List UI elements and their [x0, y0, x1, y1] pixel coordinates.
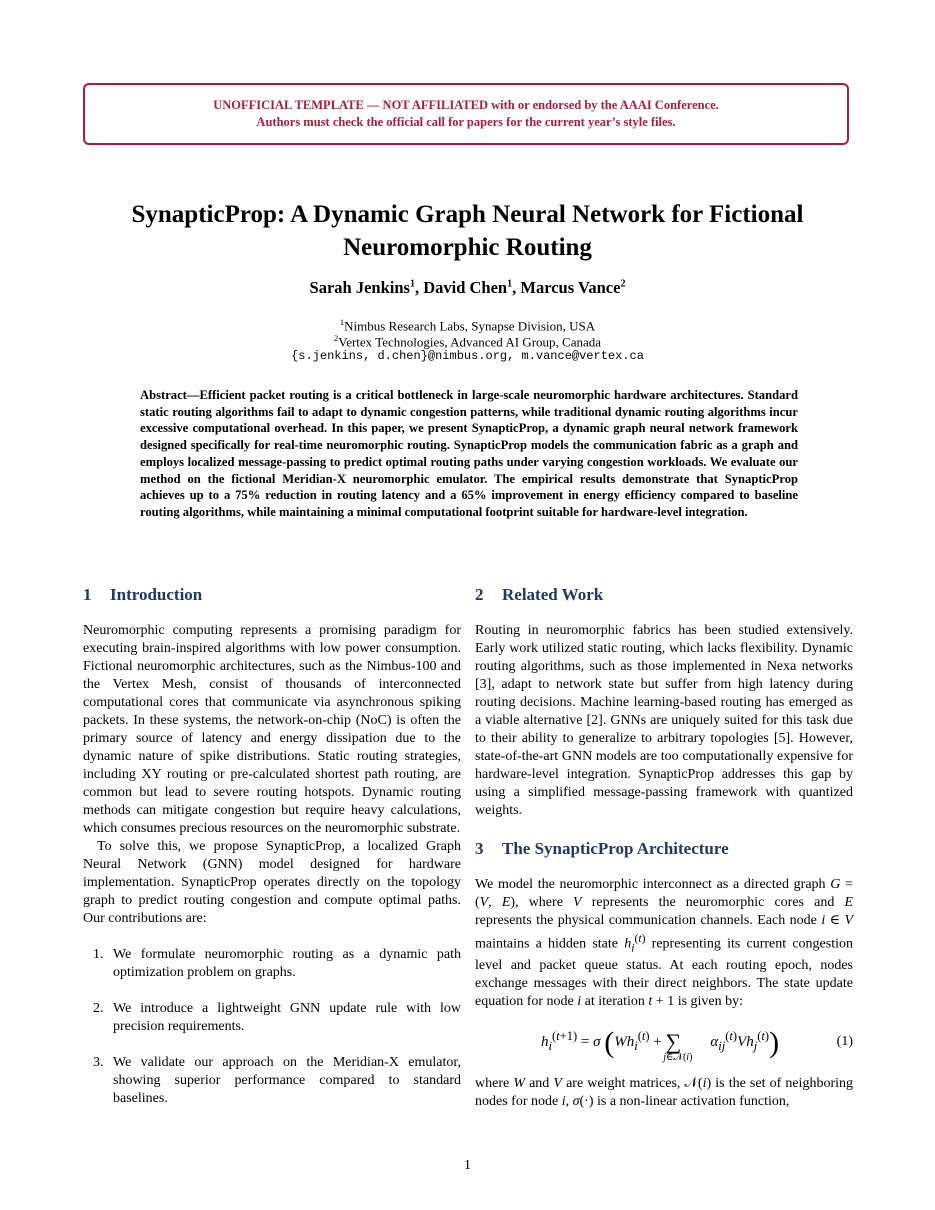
notice-line-2: Authors must check the official call for papers for the current year’s style files.	[256, 115, 676, 129]
equation-number: (1)	[836, 1034, 853, 1050]
affiliation-text: Nimbus Research Labs, Synapse Division, USA	[344, 318, 596, 334]
title-line-2: Neuromorphic Routing	[343, 234, 592, 261]
section-heading-related-work	[475, 586, 853, 604]
section-number: 3	[475, 839, 484, 858]
author-emails	[80, 347, 855, 364]
list-item	[83, 946, 461, 982]
unofficial-template-notice	[83, 83, 849, 145]
architecture-paragraph-1: We model the neuromorphic interconnect as a directed graph G = (V, E), where V represents the neuromorphic cores and E represents the physical communication channels. Each node i ∈ V maintains a hidden state $h_i^{(t)}$ representing its current congestion level and packet queue status. At each routing epoch, nodes exchange messages with their direct neighbors. The state update equation for node i at iteration t + 1 is given by:	[475, 877, 854, 1010]
list-number: 2.	[93, 1001, 104, 1016]
email-list: {s.jenkins, d.chen}@nimbus.org, m.vance@vertex.ca	[291, 349, 644, 363]
author-affiliation-mark: 1	[507, 278, 513, 290]
paper-title	[80, 198, 855, 264]
list-item	[83, 1000, 461, 1036]
title-line-1: SynapticProp: A Dynamic Graph Neural Network for Fictional	[131, 201, 804, 228]
affiliation-number: 2	[334, 333, 339, 343]
affiliation-text: Vertex Technologies, Advanced AI Group, Canada	[338, 334, 601, 350]
section-heading-introduction	[83, 586, 461, 604]
author-name: David Chen	[423, 278, 508, 297]
affiliation-number: 1	[339, 317, 345, 327]
author-affiliation-mark: 2	[620, 278, 626, 290]
section-title: The SynapticProp Architecture	[502, 839, 729, 858]
author-list: Sarah Jenkins$^1$, David Chen$^1$, Marcus Vance$^2$	[309, 278, 626, 297]
list-text: We validate our approach on the Meridian-X emulator, showing superior performance compared to standard baselines.	[113, 1055, 461, 1106]
list-number: 3.	[93, 1055, 104, 1070]
author-affiliation-mark: 1	[409, 278, 415, 290]
right-column	[475, 586, 853, 1111]
contributions-list	[83, 946, 461, 1108]
abstract: Abstract—Efficient packet routing is a critical bottleneck in large-scale neuromorphic hardware architectures. Standard static routing algorithms fail to adapt to dynamic congestion patterns, while traditional dynamic routing algorithms incur excessive computational overhead. In this paper, we present SynapticProp, a dynamic graph neural network framework designed specifically for real-time neuromorphic routing. SynapticProp models the communication fabric as a graph and employs localized message-passing to predict optimal routing paths under varying congestion workloads. We evaluate our method on the fictional Meridian-X neuromorphic emulator. The empirical results demonstrate that SynapticProp achieves up to a 75% reduction in routing latency and a 65% improvement in energy efficiency compared to baseline routing algorithms, while maintaining a minimal computational footprint suitable for hardware-level integration.	[140, 388, 798, 519]
list-item	[83, 1054, 461, 1108]
list-number: 1.	[93, 947, 104, 962]
equation-body: $h_i^{(t+1)} = \sigma$ $(Wh_i^{(t)} + \sum_{j\in 𝒩(i)}\alpha_{ij}^{(t)}Vh_j^{(t)})$	[541, 1026, 780, 1064]
section-heading-architecture	[475, 840, 853, 858]
related-work-paragraph: Routing in neuromorphic fabrics has been studied extensively. Early work utilized static routing, which lacks flexibility. Dynamic routing algorithms, such as those implemented in Nexa networks [3], adapt to network state but suffer from high latency during routing decisions. Machine learning-based routing has emerged as a viable alternative [2]. GNNs are uniquely suited for this task due to their ability to generalize to arbitrary topologies [5]. However, state-of-the-art GNN models are too computationally expensive for hardware-level integration. SynapticProp addresses this gap by using a simplified message-passing framework with quantized weights.	[475, 623, 853, 818]
list-text: We introduce a lightweight GNN update rule with low precision requirements.	[113, 1001, 461, 1034]
author-name: Marcus Vance	[520, 278, 621, 297]
left-column	[83, 586, 461, 1108]
section-number: 1	[83, 585, 92, 604]
notice-line-1: UNOFFICIAL TEMPLATE — NOT AFFILIATED with or endorsed by the AAAI Conference.	[213, 98, 719, 112]
page-number: 1	[464, 1158, 471, 1173]
author-name: Sarah Jenkins	[309, 278, 410, 297]
section-number: 2	[475, 585, 484, 604]
architecture-paragraph-2: where W and V are weight matrices, 𝒩(i) is the set of neighboring nodes for node i, σ(·) is a non-linear activation function,	[475, 1076, 853, 1110]
intro-paragraph-1: Neuromorphic computing represents a promising paradigm for executing brain-inspired algorithms with low power consumption. Fictional neuromorphic architectures, such as the Nimbus-100 and the Vertex Mesh, consist of thousands of interconnected computational cores that communicate via asynchronous spiking packets. In these systems, the network-on-chip (NoC) is often the primary source of latency and energy dissipation due to the dynamic nature of spike distributions. Static routing strategies, including XY routing or pre-calculated shortest path routing, are common but lead to severe routing hotspots. Dynamic routing methods can mitigate congestion but require heavy calculations, which consumes precious resources on the neuromorphic substrate.	[83, 623, 461, 836]
section-title: Introduction	[110, 585, 203, 604]
section-title: Related Work	[502, 585, 604, 604]
equation-1	[475, 1019, 853, 1067]
intro-paragraph-2: To solve this, we propose SynapticProp, a localized Graph Neural Network (GNN) model designed for hardware implementation. SynapticProp operates directly on the topology graph to predict routing congestion and compute optimal paths. Our contributions are:	[83, 839, 461, 926]
list-text: We formulate neuromorphic routing as a dynamic path optimization problem on graphs.	[113, 947, 461, 980]
